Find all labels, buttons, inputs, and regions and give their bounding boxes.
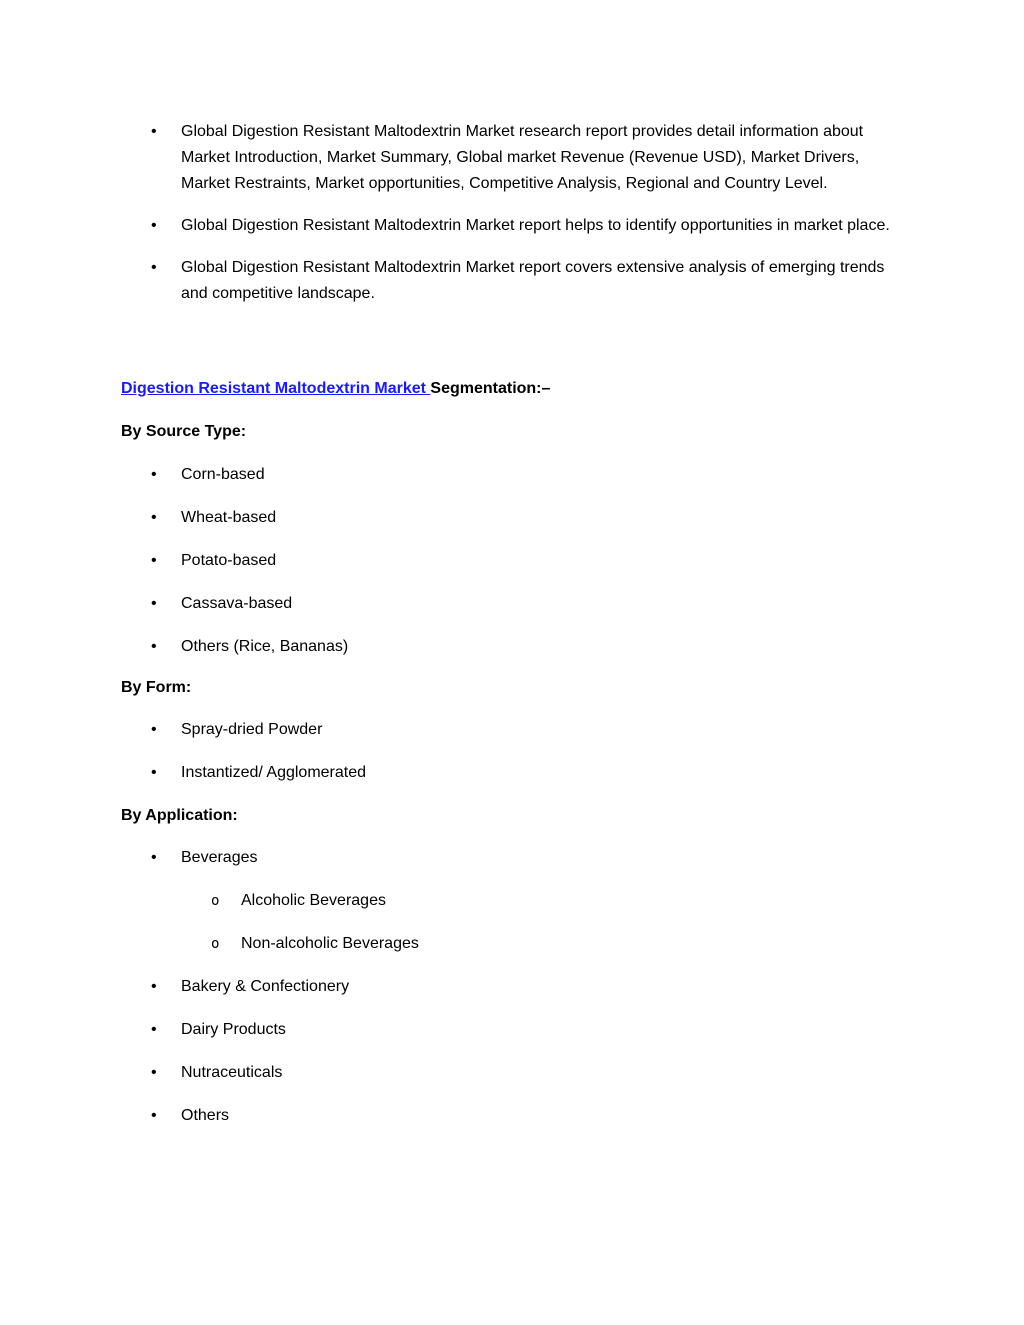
application-item: • Bakery & Confectionery	[0, 974, 1024, 1000]
intro-bullet-list	[0, 119, 1024, 307]
application-heading: By Application:	[121, 807, 238, 824]
intro-bullet-2: • Global Digestion Resistant Maltodextrin Market report helps to identify opportunities in market place.	[0, 213, 1024, 239]
source-type-item: • Potato-based	[0, 548, 1024, 574]
intro-bullet-3: • Global Digestion Resistant Maltodextrin Market report covers extensive analysis of emerging trends and competitive landscape.	[0, 255, 1024, 307]
source-type-list	[0, 462, 1024, 660]
source-type-item: • Wheat-based	[0, 505, 1024, 531]
application-item: • Dairy Products	[0, 1017, 1024, 1043]
application-item: • Others	[0, 1103, 1024, 1129]
intro-bullet-1: • Global Digestion Resistant Maltodextrin Market research report provides detail information about Market Introduction, Market Summary, Global market Revenue (Revenue USD), Market Drivers, Market Restraints, Market opportunities, Competitive Analysis, Regional and Country Level.	[0, 119, 1024, 197]
form-item: • Spray-dried Powder	[0, 717, 1024, 743]
application-item: • Nutraceuticals	[0, 1060, 1024, 1086]
beverage-subitem: o Alcoholic Beverages	[0, 888, 1024, 914]
source-type-item: • Corn-based	[0, 462, 1024, 488]
segmentation-heading	[0, 376, 550, 402]
source-type-item: • Cassava-based	[0, 591, 1024, 617]
application-list	[0, 845, 1024, 1129]
source-type-item: • Others (Rice, Bananas)	[0, 634, 1024, 660]
source-type-heading: By Source Type:	[121, 423, 247, 440]
beverage-subitem: o Non-alcoholic Beverages	[0, 931, 1024, 957]
application-item-beverages: • Beverages	[0, 845, 1024, 871]
form-heading: By Form:	[121, 679, 192, 696]
form-list	[0, 717, 1024, 786]
form-item: • Instantized/ Agglomerated	[0, 760, 1024, 786]
segmentation-suffix: Segmentation:–	[430, 380, 551, 397]
segmentation-link[interactable]: Digestion Resistant Maltodextrin Market	[121, 380, 431, 397]
